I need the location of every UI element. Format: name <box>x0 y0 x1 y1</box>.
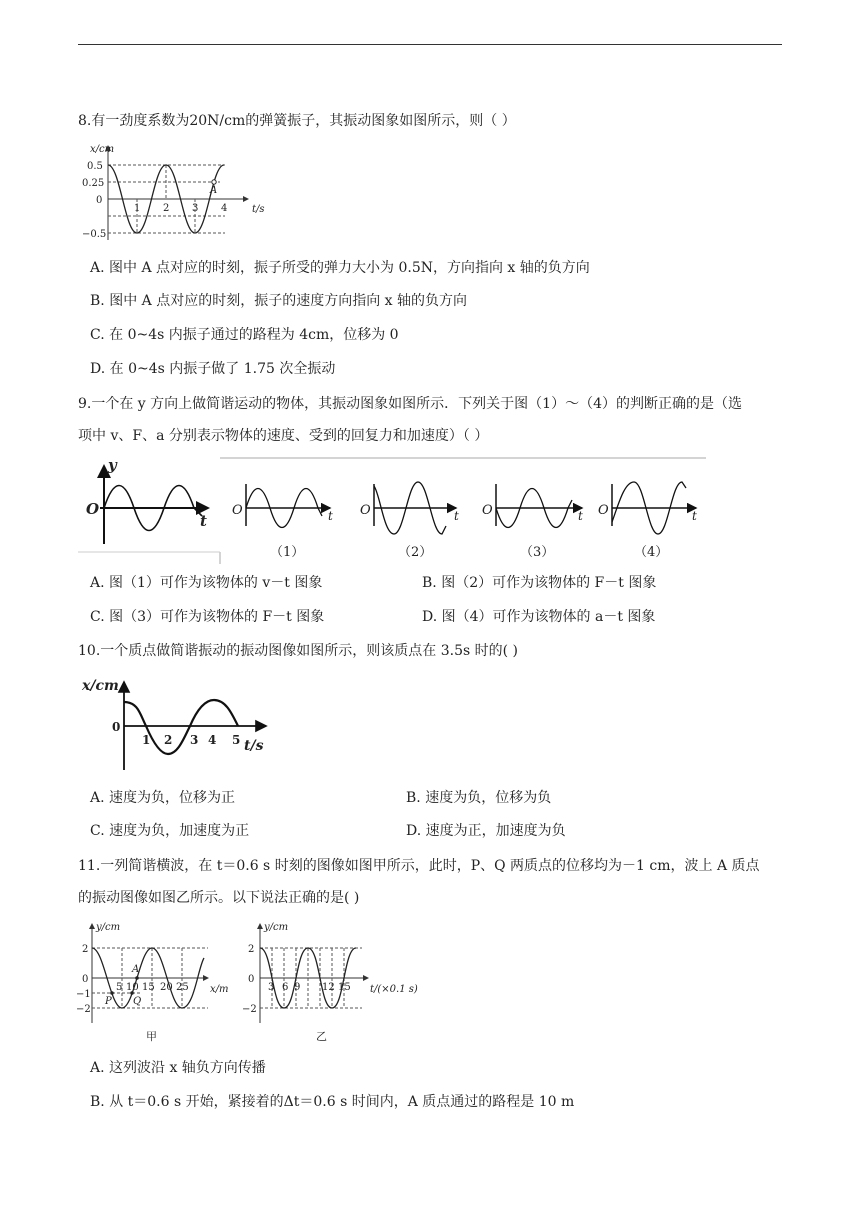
q8-option-d: D. 在 0~4s 内振子做了 1.75 次全振动 <box>90 361 336 377</box>
q9-option-b: B. 图（2）可作为该物体的 F－t 图象 <box>422 575 657 591</box>
q8-xlabel: t/s <box>252 204 265 215</box>
q9-main-xlabel: t <box>200 512 207 530</box>
q11-jia-xtick-25: 25 <box>176 982 189 993</box>
q9-sub1-origin: O <box>232 503 243 518</box>
q10-xtick-1: 1 <box>142 733 151 747</box>
q10-option-b: B. 速度为负，位移为负 <box>406 790 552 806</box>
q11-jia-ytick-2: 2 <box>82 944 89 955</box>
q8-xtick-3: 3 <box>192 203 199 214</box>
q9-stem-line2: 项中 v、F、a 分别表示物体的速度、受到的回复力和加速度）（ ） <box>78 428 489 444</box>
q9-sub3-caption: （3） <box>520 545 555 560</box>
q10-option-d: D. 速度为正，加速度为负 <box>406 823 566 839</box>
q9-sub1-caption: （1） <box>270 545 305 560</box>
q11-option-b: B. 从 t＝0.6 s 开始，紧接着的Δt＝0.6 s 时间内，A 质点通过的路程是 10 m <box>90 1094 575 1110</box>
q8-option-b: B. 图中 A 点对应的时刻，振子的速度方向指向 x 轴的负方向 <box>90 293 467 309</box>
q11-jia-caption: 甲 <box>146 1030 157 1043</box>
q8-xtick-1: 1 <box>134 203 141 214</box>
q9-stem-line1: 9.一个在 y 方向上做简谐运动的物体，其振动图象如图所示．下列关于图（1）～（4）的判断正确的是（选 <box>78 396 742 412</box>
q9-sub2-xlabel: t <box>454 509 459 523</box>
q11-option-a: A. 这列波沿 x 轴负方向传播 <box>90 1060 266 1076</box>
q9-sub2-origin: O <box>360 503 371 518</box>
q11-yi-ytick-2: 2 <box>248 944 255 955</box>
q11-jia-xtick-20: 20 <box>160 982 173 993</box>
q8-ytick-3: −0.5 <box>82 229 107 240</box>
q11-jia-xtick-5: 5 <box>116 982 123 993</box>
q10-vibration-graph <box>80 674 280 774</box>
q11-jia-ylabel: y/cm <box>96 922 121 933</box>
q9-sub3-origin: O <box>482 503 493 518</box>
q11-jia-point-q: Q <box>133 996 142 1007</box>
q11-wave-graph-jia <box>76 918 240 1046</box>
q11-jia-ytick-m2: −2 <box>76 1004 91 1015</box>
q8-point-a: A <box>210 185 218 196</box>
q8-option-a: A. 图中 A 点对应的时刻，振子所受的弹力大小为 0.5N，方向指向 x 轴的负方向 <box>90 260 590 276</box>
q8-ytick-2: 0 <box>96 195 103 206</box>
q11-jia-xtick-15: 15 <box>142 982 155 993</box>
q11-vibration-graph-yi <box>244 918 444 1046</box>
q9-option-a: A. 图（1）可作为该物体的 v－t 图象 <box>90 575 323 591</box>
q10-ylabel: x/cm <box>82 678 119 694</box>
q10-xlabel: t/s <box>244 738 264 754</box>
q11-yi-xtick-12: 12 <box>322 982 335 993</box>
q8-option-c: C. 在 0~4s 内振子通过的路程为 4cm，位移为 0 <box>90 327 399 343</box>
q10-option-a: A. 速度为负，位移为正 <box>90 790 236 806</box>
header-rule <box>78 44 782 45</box>
q11-yi-xtick-9: 9 <box>294 982 301 993</box>
q11-stem-line1: 11.一列简谐横波，在 t＝0.6 s 时刻的图像如图甲所示，此时，P、Q 两质点的位移均为－1 cm，波上 A 质点 <box>78 858 760 874</box>
q10-xtick-4: 4 <box>208 733 217 747</box>
q11-yi-xtick-6: 6 <box>282 982 289 993</box>
q9-sub4-xlabel: t <box>692 509 697 523</box>
q10-stem: 10.一个质点做简谐振动的振动图像如图所示，则该质点在 3.5s 时的( ) <box>78 643 518 659</box>
q8-xtick-2: 2 <box>163 203 170 214</box>
q11-jia-point-a: A <box>132 964 140 975</box>
q8-ytick-1: 0.25 <box>82 178 105 189</box>
q11-yi-ytick-0: 0 <box>248 974 255 985</box>
q9-option-d: D. 图（4）可作为该物体的 a－t 图象 <box>422 609 656 625</box>
q11-jia-ytick-m1: −1 <box>76 989 91 1000</box>
q8-vibration-graph <box>80 140 280 245</box>
q11-jia-ytick-0: 0 <box>82 974 89 985</box>
q8-stem: 8.有一劲度系数为20N/cm的弹簧振子，其振动图象如图所示，则（ ） <box>78 113 516 129</box>
q9-sub4-caption: （4） <box>634 545 669 560</box>
q9-sub2-caption: （2） <box>398 545 433 560</box>
q9-figures <box>78 456 708 566</box>
q10-origin: 0 <box>112 720 121 734</box>
q11-jia-xtick-10: 10 <box>126 982 139 993</box>
q9-sub1-xlabel: t <box>328 509 333 523</box>
q9-main-origin: O <box>86 500 100 518</box>
q9-option-c: C. 图（3）可作为该物体的 F－t 图象 <box>90 609 325 625</box>
q11-yi-xlabel: t/(×0.1 s) <box>370 984 418 995</box>
q9-sub3-xlabel: t <box>578 509 583 523</box>
q11-yi-caption: 乙 <box>316 1030 327 1043</box>
q11-jia-point-p: P <box>105 996 112 1007</box>
q11-jia-xlabel: x/m <box>210 984 229 995</box>
q11-stem-line2: 的振动图像如图乙所示。以下说法正确的是( ) <box>78 890 360 906</box>
q10-xtick-3: 3 <box>190 733 199 747</box>
q8-ylabel: x/cm <box>90 144 115 155</box>
q9-sub4-origin: O <box>598 503 609 518</box>
q11-yi-xtick-15: 15 <box>338 982 351 993</box>
q10-xtick-5: 5 <box>232 733 241 747</box>
q10-xtick-2: 2 <box>164 733 173 747</box>
q9-main-ylabel: y <box>108 456 117 474</box>
q8-xtick-4: 4 <box>221 203 228 214</box>
q11-yi-xtick-3: 3 <box>268 982 275 993</box>
q11-yi-ytick-m2: −2 <box>242 1004 257 1015</box>
q11-yi-ylabel: y/cm <box>264 922 289 933</box>
q8-ytick-0: 0.5 <box>87 161 103 172</box>
q10-option-c: C. 速度为负，加速度为正 <box>90 823 250 839</box>
